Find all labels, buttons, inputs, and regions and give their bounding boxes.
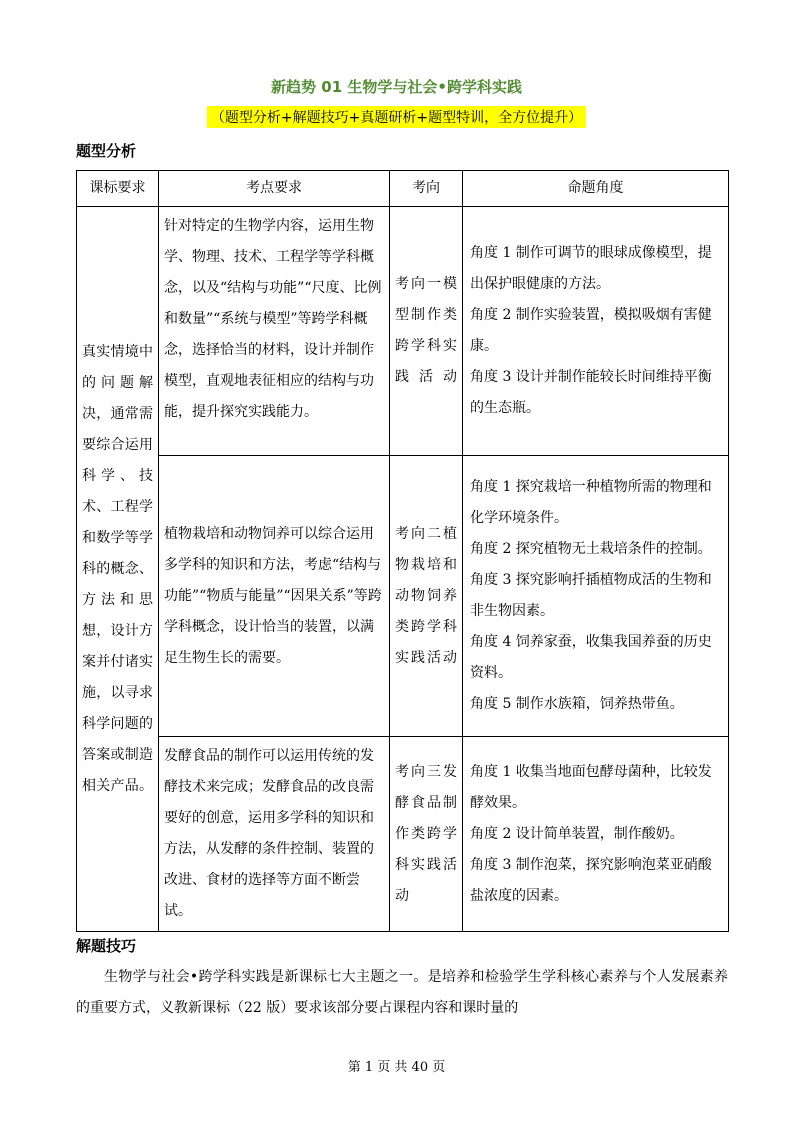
subtitle-wrap — [0, 106, 793, 128]
requirement-cell-1: 针对特定的生物学内容，运用生物学、物理、技术、工程学等学科概念，以及“结构与功能”“尺度、比例和数量”“系统与模型”等跨学科概念，选择恰当的材料，设计并制作模型，直观地表征相应的结构与功能，提升探究实践能力。 — [159, 207, 390, 456]
header-curriculum: 课标要求 — [77, 171, 159, 207]
analysis-heading: 题型分析 — [76, 142, 137, 160]
angle-item: 角度 5 制作水族箱，饲养热带鱼。 — [470, 696, 684, 712]
angle-item: 角度 3 设计并制作能较长时间维持平衡的生态瓶。 — [470, 369, 712, 416]
tips-heading: 解题技巧 — [76, 937, 137, 955]
angle-cell-3 — [463, 737, 729, 932]
table-row — [77, 456, 729, 737]
requirement-cell-2: 植物栽培和动物饲养可以综合运用多学科的知识和方法，考虑“结构与功能”“物质与能量”“因果关系”等跨学科概念，设计恰当的装置，以满足生物生长的需要。 — [159, 456, 390, 737]
table-row — [77, 737, 729, 932]
angle-cell-1 — [463, 207, 729, 456]
angle-item: 角度 3 探究影响扦插植物成活的生物和非生物因素。 — [470, 572, 712, 619]
angle-item: 角度 2 探究植物无土栽培条件的控制。 — [470, 541, 712, 557]
angle-cell-2 — [463, 456, 729, 737]
header-requirement: 考点要求 — [159, 171, 390, 207]
angle-item: 角度 1 收集当地面包酵母菌种，比较发酵效果。 — [470, 763, 712, 811]
page-footer: 第 1 页 共 40 页 — [347, 1060, 446, 1075]
angle-item: 角度 1 探究栽培一种植物所需的物理和化学环境条件。 — [470, 479, 712, 526]
requirement-cell-3: 发酵食品的制作可以运用传统的发酵技术来完成；发酵食品的改良需要好的创意，运用多学科的知识和方法，从发酵的条件控制、装置的改进、食材的选择等方面不断尝试。 — [159, 737, 390, 932]
document-title: 新趋势 01 生物学与社会•跨学科实践 — [271, 78, 522, 96]
angle-item: 角度 2 制作实验装置，模拟吸烟有害健康。 — [470, 307, 712, 354]
direction-text-1: 考向一模型制作类跨学科实践活动 — [395, 276, 457, 385]
document-subtitle: （题型分析+解题技巧+真题研析+题型特训，全方位提升） — [207, 106, 586, 128]
header-direction: 考向 — [390, 171, 463, 207]
direction-cell-2 — [390, 456, 463, 737]
angle-item: 角度 3 制作泡菜，探究影响泡菜亚硝酸盐浓度的因素。 — [470, 856, 712, 904]
header-angle: 命题角度 — [463, 171, 729, 207]
angle-item: 角度 2 设计简单装置，制作酸奶。 — [470, 825, 684, 842]
angle-item: 角度 4 饲养家蚕，收集我国养蚕的历史资料。 — [470, 634, 712, 681]
direction-cell-3 — [390, 737, 463, 932]
table-header-row — [77, 171, 729, 207]
curriculum-cell: 真实情境中的问题解决，通常需要综合运用科学、技术、工程学和数学等学科的概念、方法和思想，设计方案并付诸实施，以寻求科学问题的答案或制造相关产品。 — [77, 207, 159, 932]
direction-text-3: 考向三发酵食品制作类跨学科实践活动 — [395, 763, 457, 904]
table-row — [77, 207, 729, 456]
analysis-table — [76, 170, 729, 932]
body-paragraph: 生物学与社会•跨学科实践是新课标七大主题之一。是培养和检验学生学科核心素养与个人发展素养的重要方式，义教新课标（22 版）要求该部分要占课程内容和课时量的 — [76, 969, 728, 1016]
angle-item: 角度 1 制作可调节的眼球成像模型，提出保护眼健康的方法。 — [470, 245, 712, 292]
direction-cell-1 — [390, 207, 463, 456]
direction-text-2: 考向二植物栽培和动物饲养类跨学科实践活动 — [395, 525, 457, 666]
